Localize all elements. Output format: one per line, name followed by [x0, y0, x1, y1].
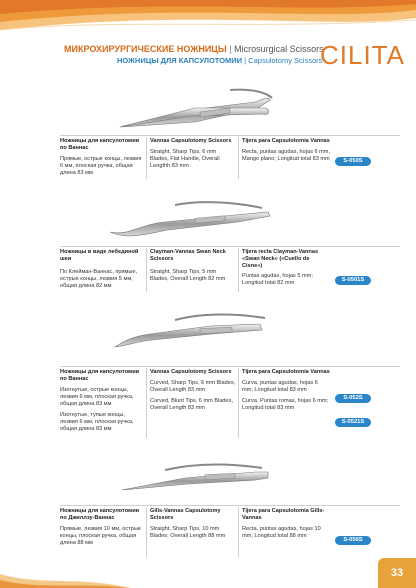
product-heading-en: Gills-Vannas Capsulotomy Scissors: [150, 508, 221, 521]
column-divider: [146, 507, 147, 557]
variant-desc-es: Recta, puntas agudas, hojas 6 mm, Mango plano; Longitud total 83 mm: [242, 149, 330, 162]
product-heading-es: Tijera para Capsulotomia Gills-Vannas: [242, 508, 325, 521]
variant-desc-ru: Изогнутые, острые концы, лезвия 6 мм, плоская ручка, общая длина 83 мм: [60, 387, 134, 407]
product-heading-ru: Ножницы для капсулотомии по Джиллзу-Ваннас: [60, 508, 140, 521]
product-desc-ru: [60, 369, 144, 433]
subtitle-ru: НОЖНИЦЫ ДЛЯ КАПСУЛОТОМИИ: [117, 56, 243, 65]
variant-desc-en: Straight, Sharp Tips, 10 mm Blades; Overall Length 88 mm: [150, 526, 226, 539]
variant-desc-ru: По Клейман-Ваннас, прямые, острые концы, лезвия 5 мм, общая длина 82 мм: [60, 269, 138, 289]
footer-wave-graphic: [0, 566, 130, 588]
variant-desc-ru: Прямые, острые концы, лезвия 6 мм, плоская ручка, общая длина 83 мм: [60, 156, 142, 176]
column-divider: [238, 137, 239, 179]
subtitle-separator: |: [244, 56, 247, 65]
row-divider: [60, 135, 400, 136]
row-divider: [60, 366, 400, 367]
product-code-badge[interactable]: S-056S: [335, 536, 371, 545]
row-divider: [60, 505, 400, 506]
product-heading-ru: Ножницы в виде лебединой шеи: [60, 249, 139, 262]
column-divider: [146, 137, 147, 179]
product-code-badge[interactable]: S-0521S: [335, 418, 371, 427]
product-code-badge[interactable]: S-052S: [335, 394, 371, 403]
variant-desc-en: Curved, Sharp Tips, 6 mm Blades, Overall Length 83 mm: [150, 380, 236, 393]
product-desc-ru: [60, 508, 144, 547]
product-heading-es: Tijera recta Clayman-Vannas «Swan Neck» («Cuello de Cisne»): [242, 249, 319, 269]
product-heading-en: Vannas Capsulotomy Scissors: [150, 369, 232, 375]
product-desc-ru: [60, 249, 144, 290]
column-divider: [238, 368, 239, 438]
product-desc-es: [242, 249, 330, 287]
product-heading-ru: Ножницы для капсулотомии по Ваннас: [60, 369, 140, 382]
variant-desc-en: Straight, Sharp Tips, 6 mm Blades, Flat Handle, Overall Lengthh 83 mm: [150, 149, 220, 169]
product-desc-es: [242, 138, 330, 163]
column-divider: [146, 248, 147, 292]
product-code-badge[interactable]: S-050S: [335, 157, 371, 166]
product-desc-es: [242, 369, 330, 412]
column-divider: [238, 507, 239, 557]
product-heading-en: Clayman-Vannas Swan Neck Scissors: [150, 249, 226, 262]
variant-desc-es: Recta, puntas agudas, hojas 10 mm; Longitud total 88 mm: [242, 526, 321, 539]
variant-desc-ru: Изогнутые, тупые концы, лезвия 6 мм, плоская ручка, общая длина 83 мм: [60, 412, 134, 432]
row-divider: [60, 246, 400, 247]
product-desc-en: [150, 138, 236, 170]
column-divider: [238, 248, 239, 292]
variant-desc-en: Curved, Blunt Tips, 6 mm Blades, Overall Length 83 mm: [150, 398, 234, 411]
product-heading-ru: Ножницы для капсулотомии по Ваннас: [60, 138, 140, 151]
product-desc-es: [242, 508, 330, 540]
title-ru: МИКРОХИРУРГИЧЕСКИЕ НОЖНИЦЫ: [64, 44, 227, 54]
page-number: 33: [378, 558, 416, 588]
product-desc-en: [150, 249, 236, 283]
subtitle-en: Capsulotomy Scissors: [248, 56, 323, 65]
title-en: Microsurgical Scissors: [234, 44, 324, 54]
scissors-image-2: [110, 202, 270, 236]
product-desc-en: [150, 508, 236, 540]
scissors-image-4: [122, 465, 268, 491]
brand-logo: CILITA: [320, 40, 405, 70]
product-heading-es: Tijera para Capsulotomia Vannas: [242, 138, 330, 144]
variant-desc-en: Straight, Sharp Tips, 5 mm Blades, Overall Length 82 mm: [150, 269, 226, 282]
variant-desc-ru: Прямые, лезвия 10 мм, острые концы, плоская ручка, общая длина 88 мм: [60, 526, 141, 546]
column-divider: [146, 368, 147, 438]
product-heading-en: Vannas Capsulotomy Scissors: [150, 138, 232, 144]
variant-desc-es: Curva, Puntas romas, hojas 6 mm; Longitud total 83 mm: [242, 398, 329, 411]
variant-desc-es: Curva, puntas agudas, hojas 6 mm; Longitud total 83 mm: [242, 380, 318, 393]
product-desc-ru: [60, 138, 144, 177]
title-separator: |: [229, 44, 232, 54]
variant-desc-es: Puntas agudas, hojas 5 mm; Longitud total 82 mm: [242, 273, 313, 286]
product-code-badge[interactable]: S-0501S: [335, 276, 371, 285]
scissors-image-3: [115, 315, 265, 348]
product-desc-en: [150, 369, 236, 412]
scissors-image-1: [120, 90, 272, 127]
product-heading-es: Tijera para Capsulotomia Vannas: [242, 369, 330, 375]
